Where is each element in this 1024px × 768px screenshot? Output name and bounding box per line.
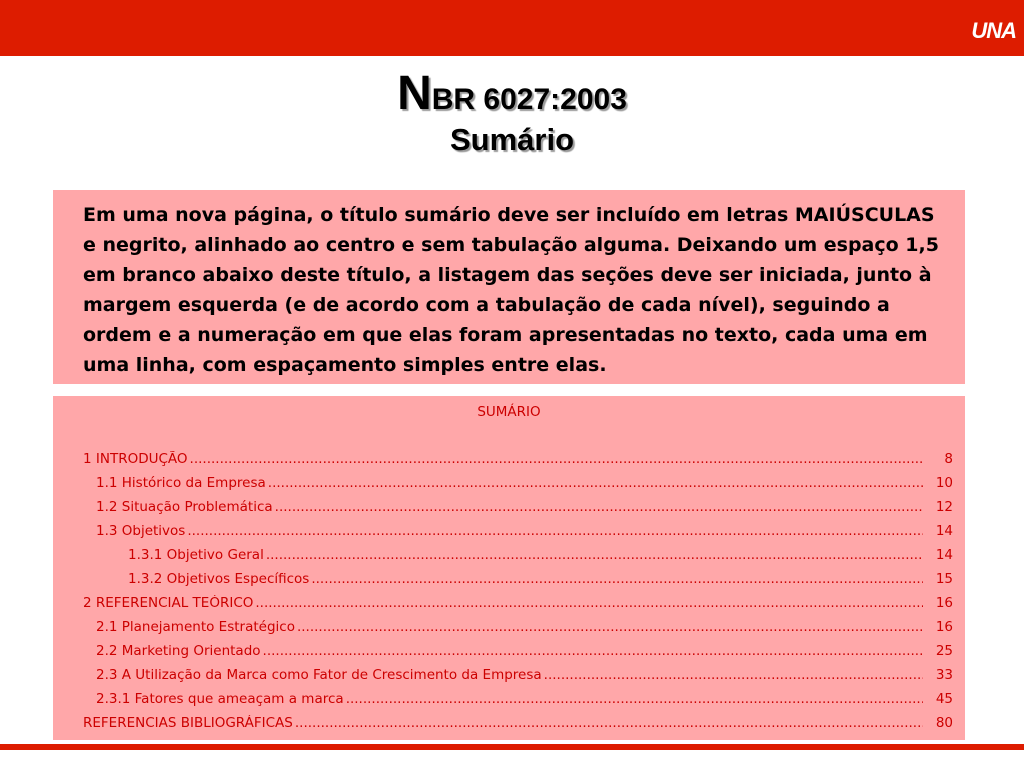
toc-entry-title: 2.3.1 Fatores que ameaçam a marca	[96, 691, 344, 707]
toc-leader-dots	[266, 475, 923, 491]
toc-entry-title: 1.1 Histórico da Empresa	[96, 475, 266, 491]
una-logo: UNA	[971, 18, 1016, 43]
toc-entry	[83, 715, 953, 739]
toc-entry-title: 2.2 Marketing Orientado	[96, 643, 261, 659]
toc-entry-page: 16	[935, 619, 953, 635]
toc-entry	[83, 523, 953, 547]
toc-leader-dots	[293, 715, 923, 731]
toc-leader-dots	[188, 451, 923, 467]
toc-entry	[83, 691, 953, 715]
toc-example-box	[53, 396, 965, 740]
toc-entry	[83, 547, 953, 571]
toc-entry-title: 2.3 A Utilização da Marca como Fator de Crescimento da Empresa	[96, 667, 542, 683]
toc-leader-dots	[344, 691, 923, 707]
toc-entry-page: 16	[935, 595, 953, 611]
toc-entry-page: 33	[935, 667, 953, 683]
toc-entry	[83, 451, 953, 475]
toc-entry-title: 1.3.1 Objetivo Geral	[128, 547, 264, 563]
toc-leader-dots	[273, 499, 923, 515]
toc-entry-page: 80	[935, 715, 953, 731]
toc-entry-page: 14	[935, 523, 953, 539]
bottom-bar	[0, 744, 1024, 750]
toc-entry-page: 12	[935, 499, 953, 515]
title-block	[0, 67, 1024, 157]
toc-entry-page: 8	[944, 451, 953, 467]
title-rest: BR 6027:2003	[431, 83, 627, 116]
page-title	[0, 67, 1024, 120]
toc-entry-title: REFERENCIAS BIBLIOGRÁFICAS	[83, 715, 293, 731]
description-text: Em uma nova página, o título sumário deve ser incluído em letras MAIÚSCULAS e negrito, alinhado ao centro e sem tabulação alguma. Deixando um espaço 1,5 em branco abaixo deste título, a listagem das seções deve ser iniciada, junto à margem esquerda (e de acordo com a tabulação de cada nível), seguindo a ordem e a numeração em que elas foram apresentadas no texto, cada uma em uma linha, com espaçamento simples entre elas.	[83, 204, 939, 376]
toc-entry-title: 1.3.2 Objetivos Específicos	[128, 571, 310, 587]
toc-entry-title: 2.1 Planejamento Estratégico	[96, 619, 295, 635]
toc-leader-dots	[309, 571, 923, 587]
toc-entry-title: 1.2 Situação Problemática	[96, 499, 273, 515]
toc-list	[83, 451, 953, 739]
toc-leader-dots	[261, 643, 923, 659]
toc-entry	[83, 499, 953, 523]
description-box	[53, 190, 965, 384]
toc-entry-page: 10	[935, 475, 953, 491]
toc-entry	[83, 595, 953, 619]
toc-leader-dots	[264, 547, 923, 563]
toc-entry	[83, 571, 953, 595]
title-initial: N	[397, 67, 432, 120]
toc-entry	[83, 667, 953, 691]
toc-leader-dots	[253, 595, 923, 611]
toc-entry-page: 14	[935, 547, 953, 563]
toc-entry-title: 2 REFERENCIAL TEÓRICO	[83, 595, 254, 611]
toc-leader-dots	[295, 619, 923, 635]
toc-entry	[83, 619, 953, 643]
toc-entry-title: 1 INTRODUÇÃO	[83, 451, 188, 467]
toc-entry	[83, 643, 953, 667]
toc-leader-dots	[542, 667, 923, 683]
toc-entry	[83, 475, 953, 499]
toc-entry-page: 45	[935, 691, 953, 707]
toc-entry-page: 25	[935, 643, 953, 659]
top-banner	[0, 0, 1024, 56]
page-subtitle: Sumário	[449, 122, 575, 157]
toc-heading: SUMÁRIO	[477, 404, 541, 420]
toc-leader-dots	[185, 523, 923, 539]
toc-entry-page: 15	[935, 571, 953, 587]
toc-entry-title: 1.3 Objetivos	[96, 523, 186, 539]
